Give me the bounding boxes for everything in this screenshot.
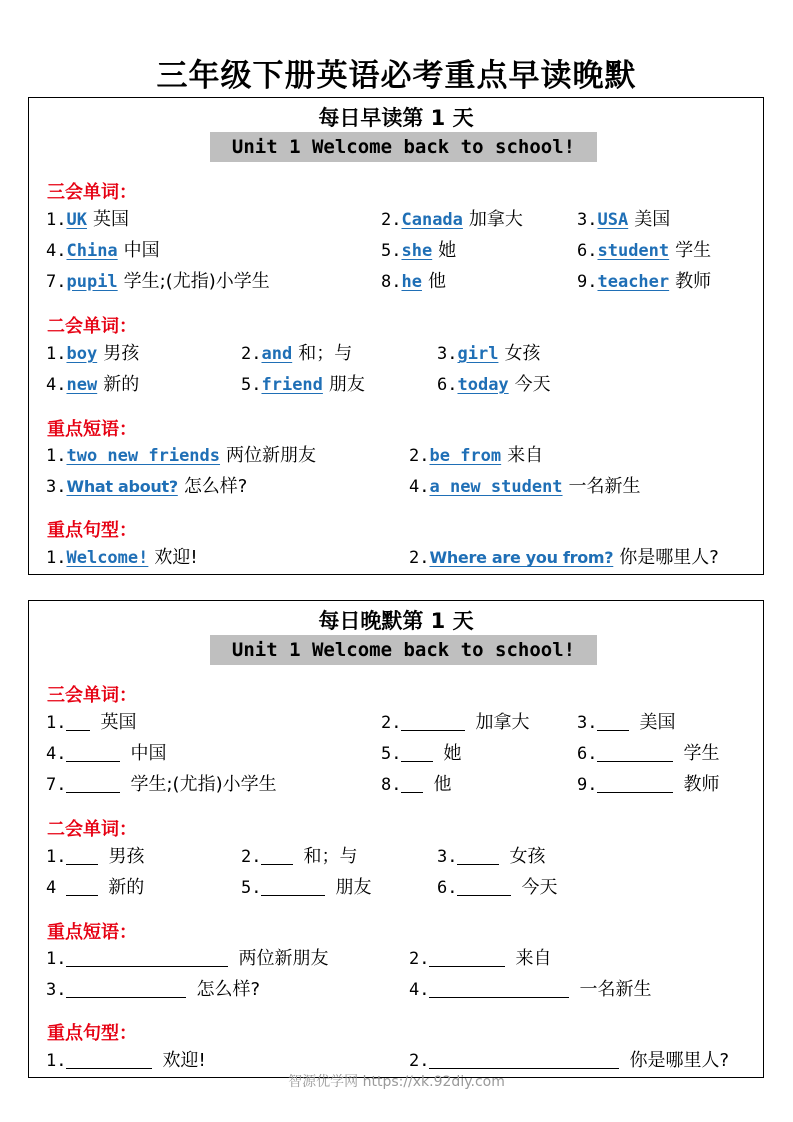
answer-blank[interactable] <box>429 979 569 998</box>
section-heading-key-phrases: 重点短语： <box>47 922 137 943</box>
answer-blank[interactable] <box>457 846 499 865</box>
blank-item: 5. 她 <box>381 743 462 764</box>
blank-item: 2. 加拿大 <box>381 712 530 733</box>
answer-blank[interactable] <box>66 979 186 998</box>
blank-item: 9. 教师 <box>577 774 720 795</box>
answer-blank[interactable] <box>457 877 511 896</box>
evening-box-title: 每日晚默第 1 天 <box>318 609 474 633</box>
section-heading-key-sentences: 重点句型： <box>47 520 137 541</box>
answer-blank[interactable] <box>66 743 120 762</box>
blank-item: 4. 一名新生 <box>409 979 652 1000</box>
blank-item: 3. 女孩 <box>437 846 546 867</box>
section-heading-three-skill-words: 三会单词： <box>47 182 137 203</box>
answer-blank[interactable] <box>597 743 673 762</box>
answer-blank[interactable] <box>66 1050 152 1069</box>
word-item: 4.China 中国 <box>46 240 160 261</box>
word-item: 2.and 和；与 <box>241 343 353 364</box>
blank-item: 8. 他 <box>381 774 452 795</box>
answer-blank[interactable] <box>66 877 98 896</box>
unit-banner: Unit 1 Welcome back to school! <box>210 132 597 162</box>
blank-item: 1. 男孩 <box>46 846 145 867</box>
section-heading-key-sentences: 重点句型： <box>47 1023 137 1044</box>
morning-reading-box <box>28 97 764 575</box>
answer-blank[interactable] <box>597 774 673 793</box>
word-item: 7.pupil 学生;(尤指)小学生 <box>46 271 270 292</box>
blank-item: 2. 来自 <box>409 948 552 969</box>
answer-blank[interactable] <box>597 712 629 731</box>
answer-blank[interactable] <box>401 743 433 762</box>
section-heading-two-skill-words: 二会单词： <box>47 316 137 337</box>
phrase-item: 1.two new friends 两位新朋友 <box>46 445 317 466</box>
word-item: 5.she 她 <box>381 240 457 261</box>
blank-item: 1. 两位新朋友 <box>46 948 329 969</box>
answer-blank[interactable] <box>429 948 505 967</box>
section-heading-key-phrases: 重点短语： <box>47 419 137 440</box>
phrase-item: 4.a new student 一名新生 <box>409 476 641 497</box>
section-heading-three-skill-words: 三会单词： <box>47 685 137 706</box>
watermark-footer: 智源优学网 https://xk.92diy.com <box>288 1074 505 1090</box>
word-item: 6.today 今天 <box>437 374 551 395</box>
word-item: 5.friend 朋友 <box>241 374 365 395</box>
blank-item: 1. 英国 <box>46 712 137 733</box>
answer-blank[interactable] <box>66 948 228 967</box>
evening-dictation-box <box>28 600 764 1078</box>
blank-item: 5. 朋友 <box>241 877 372 898</box>
phrase-item: 2.be from 来自 <box>409 445 544 466</box>
page-title: 三年级下册英语必考重点早读晚默 <box>156 58 637 94</box>
blank-item: 3. 美国 <box>577 712 676 733</box>
blank-item: 3. 怎么样? <box>46 979 261 1000</box>
answer-blank[interactable] <box>261 846 293 865</box>
word-item: 2.Canada 加拿大 <box>381 209 523 230</box>
blank-item: 2. 和；与 <box>241 846 358 867</box>
answer-blank[interactable] <box>429 1050 619 1069</box>
blank-item: 7. 学生;(尤指)小学生 <box>46 774 277 795</box>
answer-blank[interactable] <box>401 712 465 731</box>
blank-item: 6. 学生 <box>577 743 720 764</box>
phrase-item: 3.What about? 怎么样? <box>46 476 248 497</box>
answer-blank[interactable] <box>261 877 325 896</box>
word-item: 4.new 新的 <box>46 374 140 395</box>
sentence-item: 2.Where are you from? 你是哪里人? <box>409 547 719 568</box>
answer-blank[interactable] <box>66 846 98 865</box>
blank-item: 6. 今天 <box>437 877 558 898</box>
blank-item: 4 新的 <box>46 877 145 898</box>
blank-item: 4. 中国 <box>46 743 167 764</box>
word-item: 3.girl 女孩 <box>437 343 541 364</box>
word-item: 6.student 学生 <box>577 240 712 261</box>
word-item: 8.he 他 <box>381 271 446 292</box>
sentence-item: 1.Welcome! 欢迎! <box>46 547 198 568</box>
word-item: 9.teacher 教师 <box>577 271 712 292</box>
word-item: 1.UK 英国 <box>46 209 129 230</box>
answer-blank[interactable] <box>66 712 90 731</box>
word-item: 1.boy 男孩 <box>46 343 140 364</box>
word-item: 3.USA 美国 <box>577 209 671 230</box>
unit-banner: Unit 1 Welcome back to school! <box>210 635 597 665</box>
blank-item: 1. 欢迎! <box>46 1050 206 1071</box>
blank-item: 2. 你是哪里人? <box>409 1050 730 1071</box>
section-heading-two-skill-words: 二会单词： <box>47 819 137 840</box>
answer-blank[interactable] <box>66 774 120 793</box>
answer-blank[interactable] <box>401 774 423 793</box>
morning-box-title: 每日早读第 1 天 <box>318 106 474 130</box>
